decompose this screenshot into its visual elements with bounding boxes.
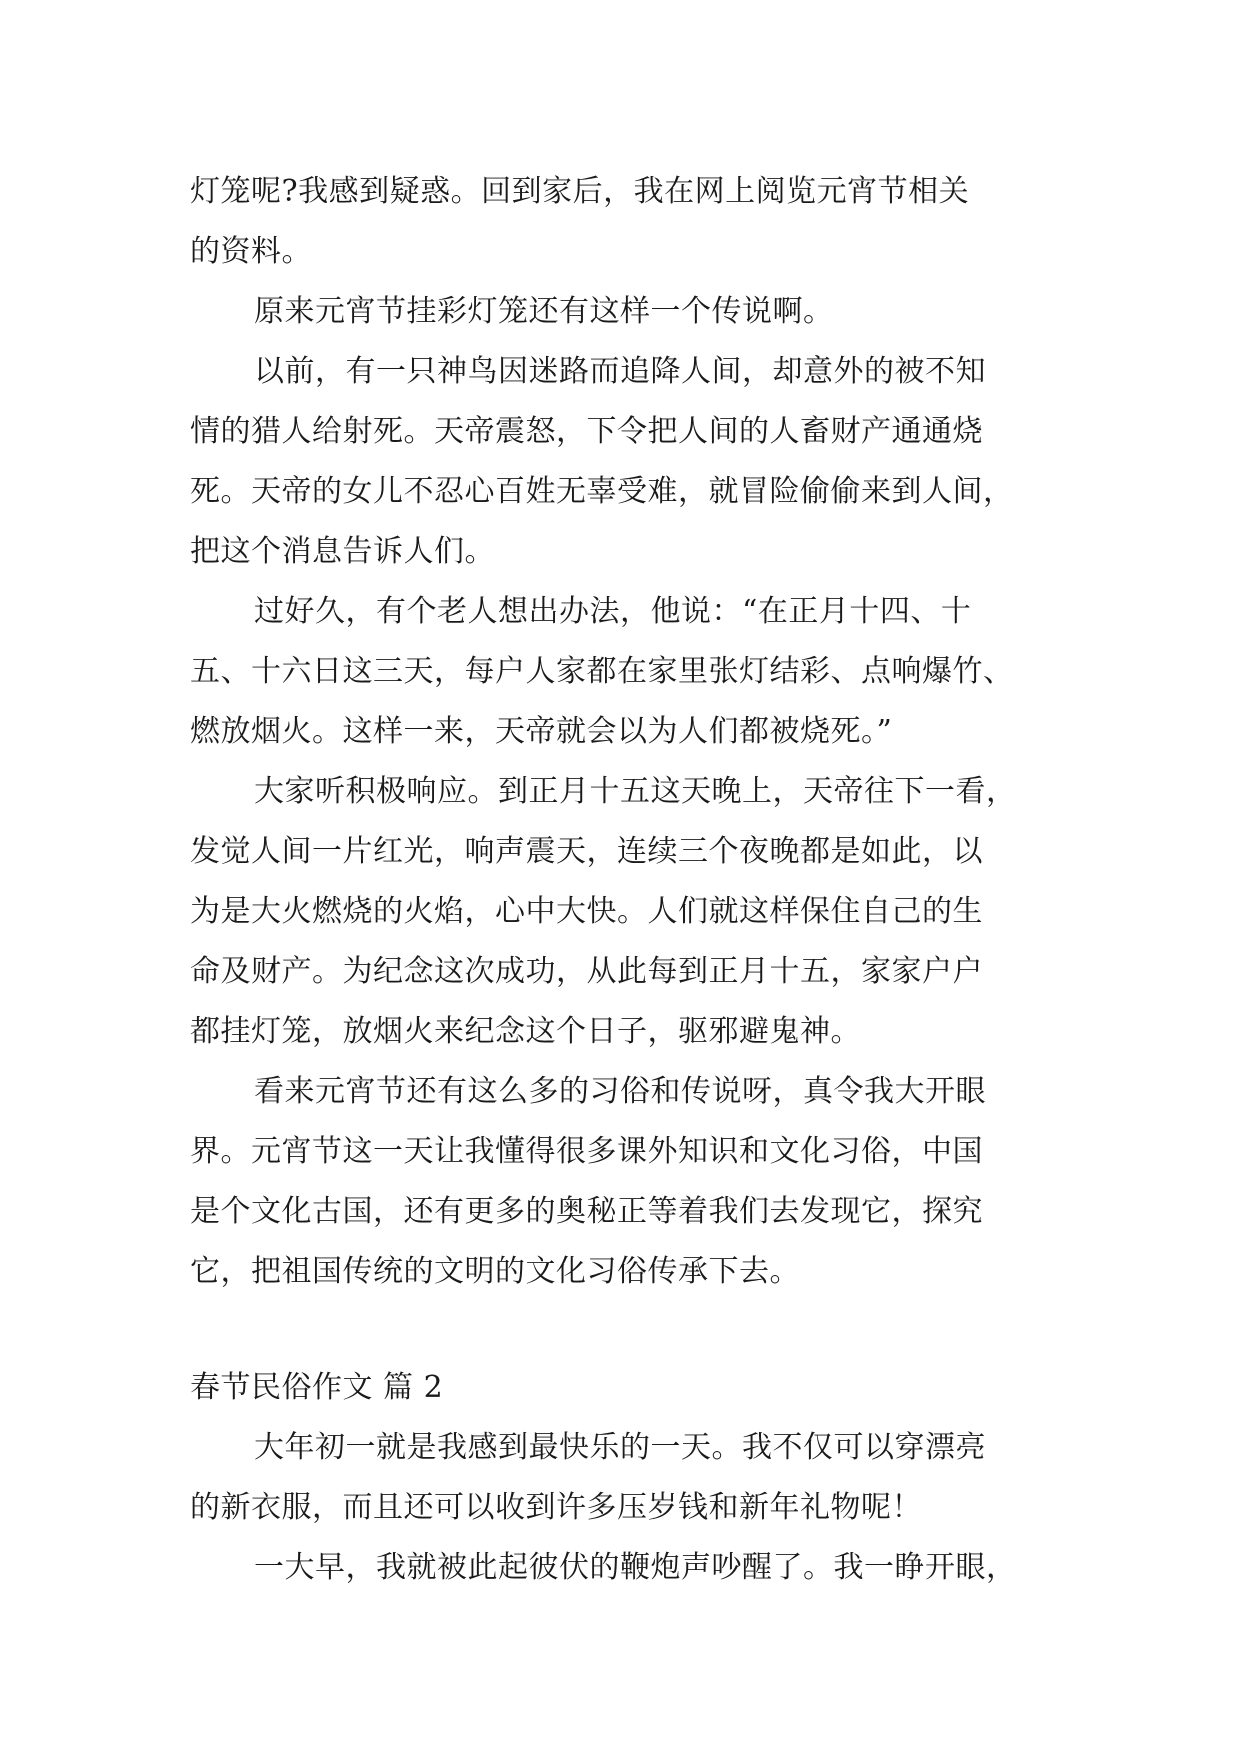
text-line: 是个文化古国，还有更多的奥秘正等着我们去发现它，探究	[190, 1194, 983, 1229]
text-line: 发觉人间一片红光，响声震天，连续三个夜晚都是如此，以	[190, 834, 983, 869]
paragraph-start: 以前，有一只神鸟因迷路而追降人间，却意外的被不知	[254, 354, 986, 389]
text-line: 死。天帝的女儿不忍心百姓无辜受难，就冒险偷偷来到人间，	[190, 474, 1014, 509]
text-line: 情的猎人给射死。天帝震怒，下令把人间的人畜财产通通烧	[190, 414, 983, 449]
text-line: 五、十六日这三天，每户人家都在家里张灯结彩、点响爆竹、	[190, 654, 1014, 689]
article-body	[190, 162, 1052, 1598]
text-line: 把这个消息告诉人们。	[190, 534, 495, 569]
text-line: 的资料。	[190, 234, 312, 269]
paragraph-start: 看来元宵节还有这么多的习俗和传说呀，真令我大开眼	[254, 1074, 986, 1109]
paragraph-start: 一大早，我就被此起彼伏的鞭炮声吵醒了。我一睁开眼，	[254, 1550, 1017, 1585]
text-line: 灯笼呢?我感到疑惑。回到家后，我在网上阅览元宵节相关	[190, 174, 970, 209]
text-line: 的新衣服，而且还可以收到许多压岁钱和新年礼物呢！	[190, 1490, 922, 1525]
text-line: 为是大火燃烧的火焰，心中大快。人们就这样保住自己的生	[190, 894, 983, 929]
text-line: 界。元宵节这一天让我懂得很多课外知识和文化习俗，中国	[190, 1134, 983, 1169]
section-heading: 春节民俗作文 篇 2	[190, 1370, 444, 1405]
section-gap	[190, 1302, 1052, 1358]
paragraph-start: 原来元宵节挂彩灯笼还有这样一个传说啊。	[254, 294, 834, 329]
text-line: 都挂灯笼，放烟火来纪念这个日子，驱邪避鬼神。	[190, 1014, 861, 1049]
paragraph-start: 过好久，有个老人想出办法，他说：“在正月十四、十	[254, 594, 972, 629]
paragraph-start: 大家听积极响应。到正月十五这天晚上，天帝往下一看，	[254, 774, 1017, 809]
paragraph-start: 大年初一就是我感到最快乐的一天。我不仅可以穿漂亮	[254, 1430, 986, 1465]
text-line: 命及财产。为纪念这次成功，从此每到正月十五，家家户户	[190, 954, 983, 989]
text-line: 它，把祖国传统的文明的文化习俗传承下去。	[190, 1254, 800, 1289]
text-line: 燃放烟火。这样一来，天帝就会以为人们都被烧死。”	[190, 714, 893, 749]
